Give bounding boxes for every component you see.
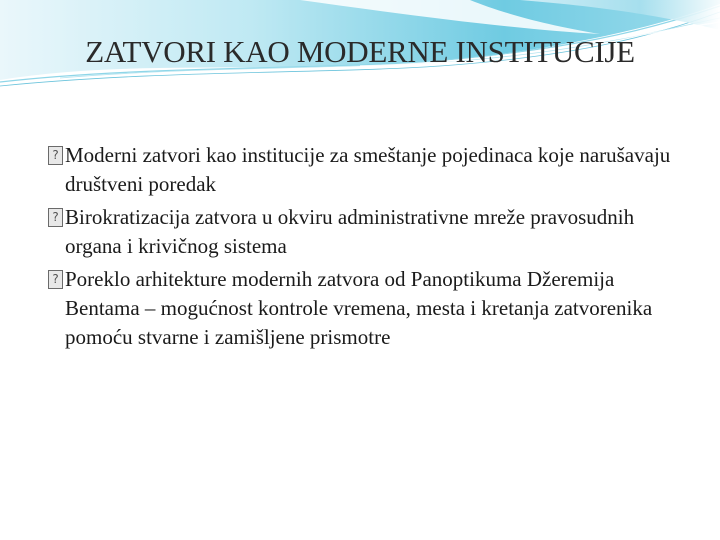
bullet-text: Birokratizacija zatvora u okviru administrativne mreže pravosudnih organa i krivičnog sistema — [65, 205, 635, 258]
slide-title: ZATVORI KAO MODERNE INSTITUCIJE — [85, 34, 635, 69]
bullet-item — [48, 203, 688, 261]
bullet-item — [48, 265, 688, 352]
bullet-item — [48, 141, 688, 199]
missing-glyph-icon: ? — [48, 208, 63, 227]
bullet-text: Moderni zatvori kao institucije za smeštanje pojedinaca koje narušavaju društveni poredak — [65, 143, 671, 196]
missing-glyph-icon: ? — [48, 146, 63, 165]
bullet-text: Poreklo arhitekture modernih zatvora od Panoptikuma Džeremija Bentama – mogućnost kontrole vremena, mesta i kretanja zatvorenika pomoću stvarne i zamišljene prismotre — [65, 267, 653, 349]
missing-glyph-icon: ? — [48, 270, 63, 289]
bullet-list — [48, 141, 688, 356]
